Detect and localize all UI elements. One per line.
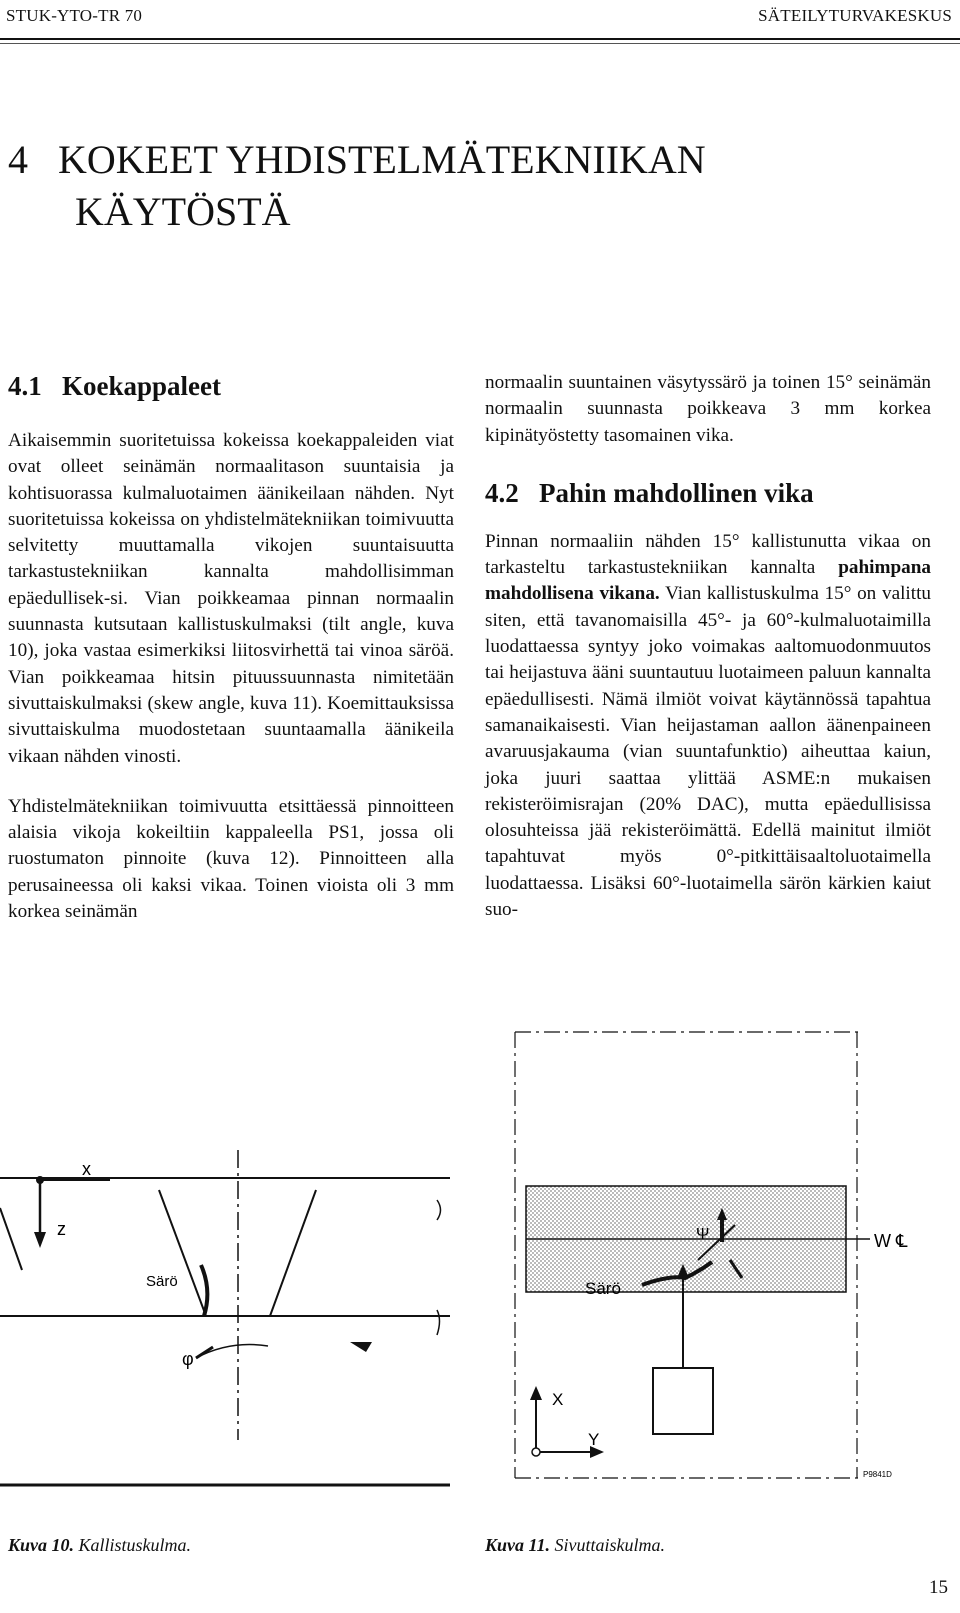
figure-10-caption-text: Kallistuskulma. [74, 1535, 192, 1555]
section-4-1-title: 4.1 Koekappaleet [8, 371, 221, 401]
figure-10-caption [8, 1535, 191, 1556]
fig10-z-arrowhead [34, 1232, 46, 1248]
fig10-label-z: z [57, 1219, 66, 1239]
continued-paragraph: normaalin suuntainen väsytyssärö ja toinen 15° seinämän normaalin suunnasta poikkeava 3 mm korkea kipinätyöstetty tasomainen vika. [485, 372, 931, 446]
chapter-title-line1: 4 KOKEET YHDISTELMÄTEKNIIKAN [8, 137, 706, 182]
fig10-label-phi: φ [182, 1349, 194, 1369]
section-4-2-text-b: Vian kallistuskulma 15° on valittu siten, että tavanomaisilla 45°- ja 60°-kulmaluotaimilla luodattaessa syntyy joko voimakas aaltomuodonmuutos tai heijastuva ääni suuntautuu luotaimeen paluun kannalta epäedullisesti. Nämä ilmiöt voivat käytännössä tapahtua samanaikaisesti. Vian heijastaman aallon äänenpaineen avaruusjakauma (vian suuntafunktio) aiheuttaa kaiun, joka juuri saattaa ylittää ASME:n mukaisen rekisteröimisrajan (20% DAC), mutta epäedullisissa olosuhteissa jää rekisteröimättä. Edellä mainitut ilmiöt tapahtuvat myös 0°-pitkittäisaaltoluotaimella luodattaessa. Lisäksi 60°-luotaimella särön kärkien kaiut suo- [485, 583, 932, 921]
section-4-1-paragraph-2: Yhdistelmätekniikan toimivuutta etsittäessä pinnoitteen alaisia vikoja kokeiltiin kappaleella PS1, jossa oli ruostumaton pinnoite (kuva 12). Pinnoitteen alla perusaineessa oli kaksi vikaa. Toinen vioista oli 3 mm korkea seinämän [8, 795, 454, 923]
chapter-title [8, 134, 908, 238]
figure-11-caption [485, 1535, 665, 1556]
running-header-left: STUK-YTO-TR 70 [6, 6, 143, 25]
fig10-crack [201, 1265, 207, 1316]
fig11-x-arrowhead [530, 1386, 542, 1400]
fig11-label-psi: Ψ [696, 1226, 710, 1243]
fig11-label-x: X [552, 1390, 564, 1409]
fig11-label-code: P9841D [863, 1470, 892, 1479]
section-4-2-emphasis: pahimpana mahdollisena vikana. [485, 557, 931, 605]
left-column [8, 428, 454, 925]
fig11-origin [532, 1448, 540, 1456]
figure-11-skew-angle-diagram [500, 1020, 940, 1525]
fig10-label-saro: Särö [146, 1273, 178, 1290]
fig10-weld-right-edge [270, 1190, 316, 1316]
figure-11-caption-text: Sivuttaiskulma. [550, 1535, 666, 1555]
running-header-right: SÄTEILYTURVAKESKUS [758, 6, 952, 25]
fig11-label-y: Y [588, 1430, 600, 1449]
section-4-1-paragraph-1: Aikaisemmin suoritetuissa kokeissa koekappaleiden viat ovat olleet seinämän normaalitason suuntaisia ja kohtisuorassa kulmaluotaimen äänikeilaan nähden. Nyt suoritetuissa kokeissa on yhdistelmätekniikan toimivuutta selvitetty muuttamalla vikojen suuntaisuutta tarkastustekniikan kannalta mahdollisimman epäedullisek-si. Vian poikkeamaa pinnan normaalin suunnasta kutsutaan kallistuskulmaksi (tilt angle, kuva 10), joka vastaa esimerkiksi liitosvirhettä tai vinoa säröä. Vian poikkeamaa hitsin pituussuunnasta nimitetään sivuttaiskulmaksi (skew angle, kuva 11). Koemittauksissa sivuttaiskulma muodostetaan suuntaamalla äänikeila vikaan nähden vinosti. [8, 430, 454, 767]
fig10-edge-mark [0, 1208, 22, 1270]
figure-11-caption-number: Kuva 11. [485, 1535, 551, 1555]
right-column [485, 370, 931, 923]
fig10-angle-ray [196, 1347, 213, 1358]
page-number: 15 [929, 1577, 948, 1598]
fig10-label-x: x [82, 1159, 91, 1179]
fig11-probe-box [653, 1368, 713, 1434]
section-4-2-text-a: Pinnan normaaliin nähden 15° kallistunutta vikaa on tarkasteltu tarkastustekniikan kannalta [485, 530, 931, 579]
figure-10-caption-number: Kuva 10. [8, 1535, 75, 1555]
fig10-weld-left-edge [159, 1190, 206, 1316]
fig11-label-weld-centerline: W ℄ [874, 1231, 908, 1251]
fig11-label-saro: Särö [585, 1279, 621, 1298]
chapter-title-line2: KÄYTÖSTÄ [75, 189, 291, 234]
fig10-break-marks [437, 1200, 441, 1335]
figure-10-tilt-angle-diagram [0, 1020, 460, 1525]
section-4-2-paragraph [485, 529, 931, 923]
fig10-probe-mark [350, 1342, 372, 1352]
header-rule [0, 38, 960, 40]
section-4-2-title: 4.2 Pahin mahdollinen vika [485, 477, 814, 508]
header-rule-thin [0, 43, 960, 44]
